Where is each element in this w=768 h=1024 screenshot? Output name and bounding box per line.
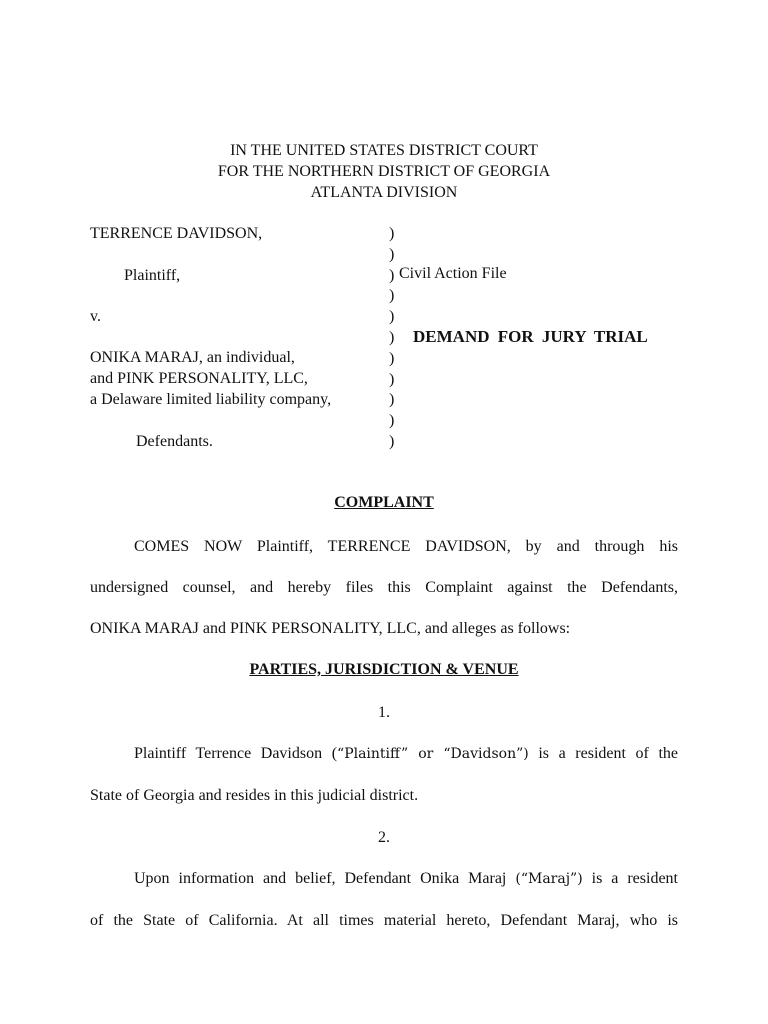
- intro-line: COMES NOW Plaintiff, TERRENCE DAVIDSON, by and through his: [134, 538, 678, 555]
- defendant-line-1: ONIKA MARAJ, an individual,: [90, 349, 295, 366]
- caption-paren: ): [389, 245, 395, 263]
- paragraph-line: [90, 733, 678, 775]
- defined-term: (“Maraj”): [515, 871, 583, 887]
- text-run: Upon information and belief, Defendant Onika Maraj: [134, 870, 516, 887]
- caption-divider: [389, 224, 394, 453]
- paragraph-line: State of Georgia and resides in this judicial district.: [90, 787, 419, 804]
- intro-line: undersigned counsel, and hereby files this Complaint against the Defendants,: [90, 579, 678, 596]
- plaintiff-role: Plaintiff,: [124, 267, 181, 284]
- caption-paren: ): [389, 328, 395, 346]
- intro-paragraph: [90, 526, 678, 649]
- caption-paren: ): [389, 266, 395, 284]
- case-caption: [90, 224, 690, 454]
- versus: v.: [90, 308, 101, 325]
- text-run: is a resident of the: [528, 745, 679, 762]
- court-header: [0, 140, 768, 203]
- defendant-line-2: and PINK PERSONALITY, LLC,: [90, 370, 308, 387]
- text-run: Plaintiff Terrence Davidson (: [134, 745, 338, 762]
- paragraph-number: 1.: [378, 704, 390, 721]
- section-heading: PARTIES, JURISDICTION & VENUE: [249, 661, 519, 678]
- paragraph-number: 2.: [378, 829, 390, 846]
- paragraph-1: [90, 733, 678, 816]
- caption-paren: ): [389, 391, 395, 409]
- caption-paren: ): [389, 370, 395, 388]
- civil-action-label: Civil Action File: [399, 265, 507, 282]
- caption-paren: ): [389, 308, 395, 326]
- caption-paren: ): [389, 287, 395, 305]
- plaintiff-name: TERRENCE DAVIDSON,: [90, 225, 263, 242]
- caption-paren: ): [389, 432, 395, 450]
- complaint-heading: COMPLAINT: [334, 494, 434, 511]
- paragraph-line: [90, 858, 678, 900]
- court-division: ATLANTA DIVISION: [310, 184, 458, 201]
- jury-demand: DEMAND FOR JURY TRIAL: [413, 327, 648, 346]
- defendant-role: Defendants.: [136, 433, 213, 450]
- intro-line: ONIKA MARAJ and PINK PERSONALITY, LLC, and alleges as follows:: [90, 620, 571, 637]
- caption-paren: ): [389, 349, 395, 367]
- court-district: FOR THE NORTHERN DISTRICT OF GEORGIA: [217, 163, 551, 180]
- defined-term: “Plaintiff” or “Davidson”): [337, 746, 529, 762]
- paragraph-2: [90, 858, 678, 941]
- defendant-line-3: a Delaware limited liability company,: [90, 391, 332, 408]
- text-run: is a resident: [582, 870, 679, 887]
- caption-paren: ): [389, 412, 395, 430]
- paragraph-line: of the State of California. At all times material hereto, Defendant Maraj, who is: [90, 912, 678, 929]
- court-name: IN THE UNITED STATES DISTRICT COURT: [230, 142, 538, 159]
- caption-paren: ): [389, 225, 395, 242]
